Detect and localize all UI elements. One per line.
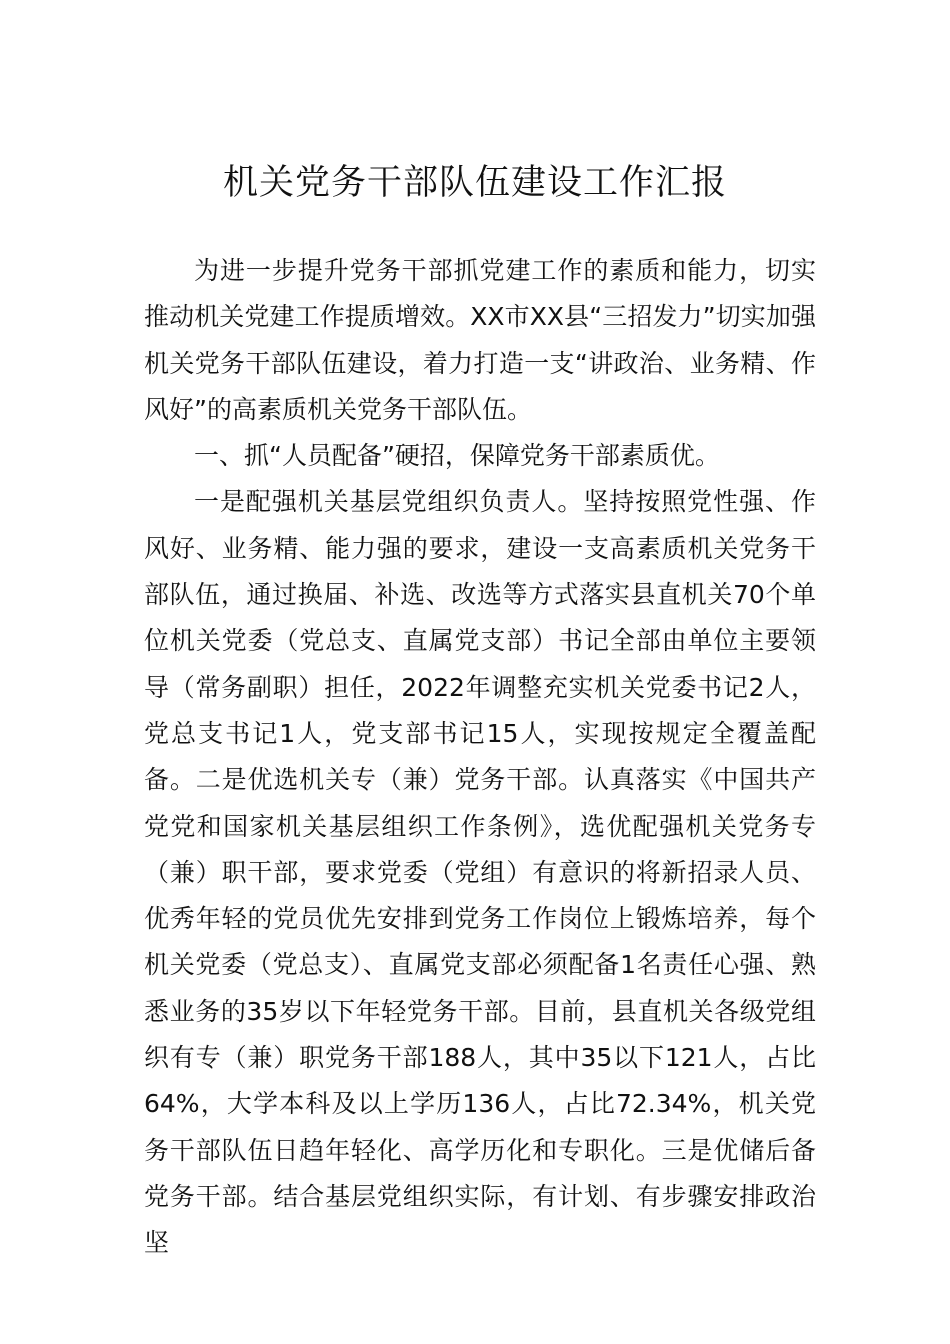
intro-paragraph: 为进一步提升党务干部抓党建工作的素质和能力，切实推动机关党建工作提质增效。XX市XX县“三招发力”切实加强机关党务干部队伍建设，着力打造一支“讲政治、业务精、作风好”的高素质机关党务干部队伍。 — [144, 256, 816, 424]
body-paragraph: 一是配强机关基层党组织负责人。坚持按照党性强、作风好、业务精、能力强的要求，建设一支高素质机关党务干部队伍，通过换届、补选、改选等方式落实县直机关70个单位机关党委（党总支、直属党支部）书记全部由单位主要领导（常务副职）担任，2022年调整充实机关党委书记2人，党总支书记1人，党支部书记15人，实现按规定全覆盖配备。二是优选机关专（兼）党务干部。认真落实《中国共产党党和国家机关基层组织工作条例》，选优配强机关党务专（兼）职干部，要求党委（党组）有意识的将新招录人员、优秀年轻的党员优先安排到党务工作岗位上锻炼培养，每个机关党委（党总支）、直属党支部必须配备1名责任心强、熟悉业务的35岁以下年轻党务干部。目前，县直机关各级党组织有专（兼）职党务干部188人，其中35以下121人，占比64%，大学本科及以上学历136人，占比72.34%，机关党务干部队伍日趋年轻化、高学历化和专职化。三是优储后备党务干部。结合基层党组织实际，有计划、有步骤安排政治坚 — [144, 487, 816, 1258]
section-heading-1: 一、抓“人员配备”硬招，保障党务干部素质优。 — [194, 441, 720, 471]
document-title: 机关党务干部队伍建设工作汇报 — [222, 163, 727, 203]
document-body — [144, 248, 816, 1267]
